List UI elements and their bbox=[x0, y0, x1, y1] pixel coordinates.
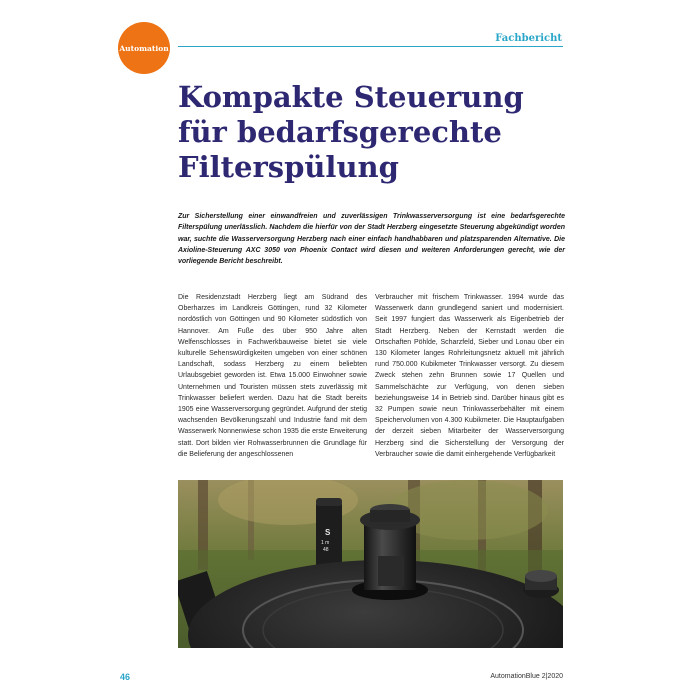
post-label: 1 m bbox=[321, 540, 330, 546]
post-label: S bbox=[325, 528, 331, 537]
post-label: 48 bbox=[323, 547, 329, 553]
body-column-right: Verbraucher mit frischem Trinkwasser. 1994 wurde das Wasserwerk dann grundlegend saniert und modernisiert. Seit 1997 fungiert das Wasserwerk als Eigenbetrieb der Stadt Herzberg. Neben der Kernstadt werden die Ortschaften Pöhlde, Scharzfeld, Sieber und Lonau über ein 130 Kilometer langes Rohrleitungsnetz aktuell mit jährlich rund 750.000 Kubikmeter Trinkwasser versorgt. Zu diesem Zweck stehen zehn Brunnen sowie 17 Quellen und Sammelschächte zur Verfügung, von denen sieben beziehungsweise 14 in Betrieb sind. Darüber hinaus gibt es 32 Pumpen sowie neun Trinkwasserbehälter mit einem Speichervolumen von 4.300 Kubikmeter. Die Hauptaufgaben der derzeit sieben Mitarbeiter der Wasserversorgung Herzberg sind die Sicherstellung der Versorgung der Verbraucher sowie die damit einhergehende Verfügbarkeit bbox=[375, 294, 564, 458]
section-badge-label: Automation bbox=[119, 43, 169, 53]
rubric-divider bbox=[178, 46, 563, 47]
article-lead: Zur Sicherstellung einer einwandfreien und zuverlässigen Trinkwasserversorgung ist eine bedarfsgerechte Filterspülung unerlässlich. Nachdem die hierfür von der Stadt Herzberg eingesetzte Steuerung abgekündigt worden war, suchte die Wasserversorgung Herzberg nach einer einfach handhabbaren und platzsparenden Alternative. Die Axioline-Steuerung AXC 3050 von Phoenix Contact wird diesen und weiteren Anforderungen gerecht, wie der vorliegende Bericht beschreibt. bbox=[178, 213, 565, 266]
article-photo bbox=[178, 480, 563, 648]
well-cover-illustration bbox=[178, 480, 563, 648]
title-line: Kompakte Steuerung bbox=[178, 80, 524, 114]
body-column-left: Die Residenzstadt Herzberg liegt am Südrand des Oberharzes im Landkreis Göttingen, rund 32 Kilometer nordöstlich von Göttingen und 90 Kilometer südöstlich von Hannover. Am Fuße des über 950 Jahre alten Welfenschlosses in Fachwerkbauweise bietet sie viele kulturelle Sehenswürdigkeiten umgeben von einer schönen Landschaft, sodass Herzberg zu einem beliebten Urlaubsgebiet geworden ist. Etwa 15.000 Einwohner sowie Unternehmen und Touristen müssen stets zuverlässig mit Trinkwasser beliefert werden. Dazu hat die Stadt bereits 1905 eine Wasserversorgung gegründet. Aufgrund der stetig wachsenden Bevölkerungszahl und Industrie fand mit dem Wasserwerk Nonnenwiese schon 1935 die erste Erweiterung statt. Dort bilden vier Rohwasserbrunnen die Grundlage für die Belieferung der angeschlossenen bbox=[178, 294, 367, 458]
page-number: 46 bbox=[120, 672, 131, 682]
article-title bbox=[178, 80, 578, 185]
title-line: Filterspülung bbox=[178, 150, 399, 184]
rubric-label: Fachbericht bbox=[495, 33, 562, 44]
magazine-issue: AutomationBlue 2|2020 bbox=[490, 673, 563, 680]
section-badge bbox=[118, 22, 170, 74]
title-line: für bedarfsgerechte bbox=[178, 115, 502, 149]
